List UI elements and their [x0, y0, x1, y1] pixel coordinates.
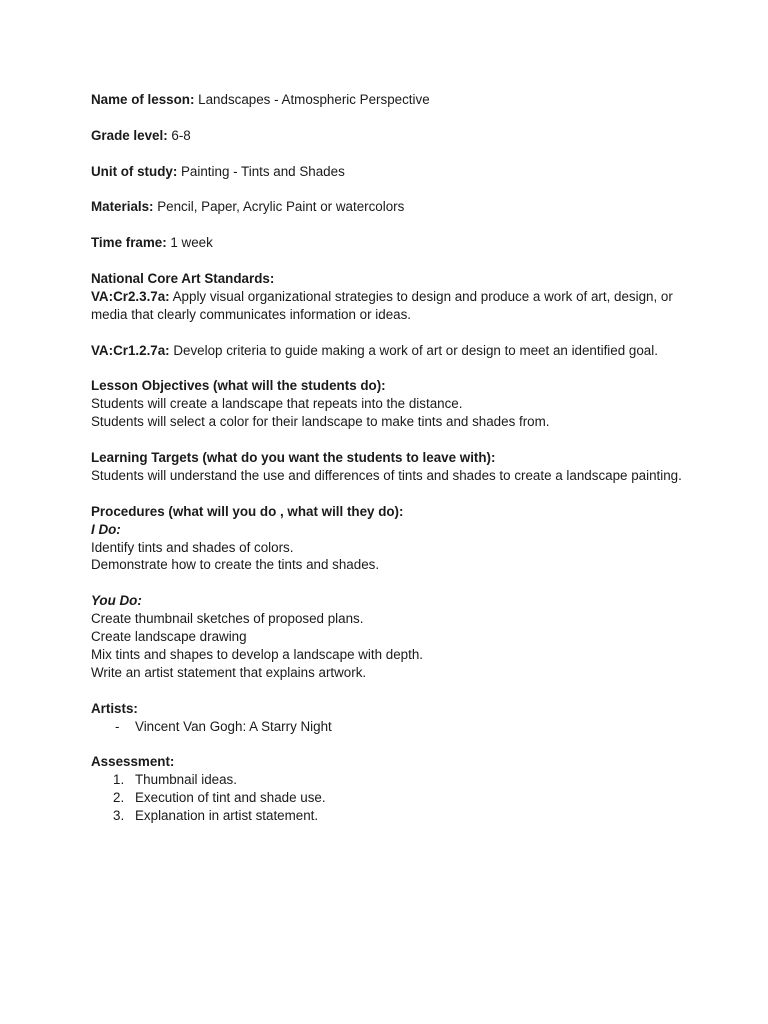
- unit-of-study-value: Painting - Tints and Shades: [177, 163, 345, 179]
- standard-text: Apply visual organizational strategies to design and produce a work of art, design, or media that clearly communicates information or ideas.: [91, 288, 673, 322]
- assessment-list-item: [91, 789, 691, 807]
- assessment-list-item: [91, 807, 691, 825]
- assessment-heading: Assessment:: [91, 754, 175, 770]
- objective-line: Students will select a color for their landscape to make tints and shades from.: [91, 414, 550, 430]
- lesson-name-line: [91, 91, 691, 109]
- you-do-label: You Do:: [91, 593, 142, 609]
- standard-code: VA:Cr2.3.7a:: [91, 288, 170, 304]
- artist-list-item: [91, 718, 691, 736]
- you-do-line: Create landscape drawing: [91, 629, 247, 645]
- standards-heading: National Core Art Standards:: [91, 270, 275, 286]
- you-do-line: Mix tints and shapes to develop a landscape with depth.: [91, 646, 424, 662]
- lesson-name-label: Name of lesson:: [91, 92, 195, 107]
- time-frame-line: [91, 234, 691, 252]
- lesson-plan-document: [91, 91, 691, 825]
- procedures-heading: Procedures (what will you do , what will they do):: [91, 503, 404, 519]
- assessment-text: Execution of tint and shade use.: [135, 790, 326, 806]
- materials-label: Materials:: [91, 199, 154, 215]
- time-frame-label: Time frame:: [91, 235, 167, 251]
- list-dash-marker: -: [115, 718, 120, 734]
- objective-line: Students will create a landscape that repeats into the distance.: [91, 396, 463, 412]
- objectives-heading: Lesson Objectives (what will the students do):: [91, 378, 386, 394]
- grade-level-value: 6-8: [167, 127, 191, 143]
- list-number-marker: 1.: [113, 772, 125, 788]
- assessment-text: Explanation in artist statement.: [135, 808, 319, 824]
- standard-item: [91, 288, 691, 324]
- you-do-line: Write an artist statement that explains artwork.: [91, 664, 367, 680]
- you-do-line: Create thumbnail sketches of proposed plans.: [91, 611, 364, 627]
- learning-targets-heading: Learning Targets (what do you want the students to leave with):: [91, 450, 496, 465]
- assessment-text: Thumbnail ideas.: [135, 772, 237, 788]
- unit-of-study-label: Unit of study:: [91, 163, 178, 179]
- list-number-marker: 2.: [113, 790, 125, 806]
- list-number-marker: 3.: [113, 808, 125, 824]
- artists-heading: Artists:: [91, 700, 138, 716]
- unit-of-study-line: [91, 163, 691, 181]
- i-do-line: Identify tints and shades of colors.: [91, 539, 294, 555]
- lesson-name-value: Landscapes - Atmospheric Perspective: [194, 92, 430, 107]
- i-do-label: I Do:: [91, 521, 121, 537]
- i-do-line: Demonstrate how to create the tints and shades.: [91, 557, 380, 573]
- assessment-list-item: [91, 771, 691, 789]
- materials-value: Pencil, Paper, Acrylic Paint or watercolors: [153, 199, 405, 215]
- time-frame-value: 1 week: [166, 235, 213, 251]
- standard-text: Develop criteria to guide making a work of art or design to meet an identified goal.: [169, 342, 658, 358]
- standard-item: [91, 342, 691, 360]
- learning-targets-text: Students will understand the use and differences of tints and shades to create a landscape painting.: [91, 467, 682, 483]
- materials-line: [91, 198, 691, 216]
- grade-level-label: Grade level:: [91, 127, 168, 143]
- standard-code: VA:Cr1.2.7a:: [91, 342, 170, 358]
- artist-text: Vincent Van Gogh: A Starry Night: [135, 718, 332, 734]
- grade-level-line: [91, 127, 691, 145]
